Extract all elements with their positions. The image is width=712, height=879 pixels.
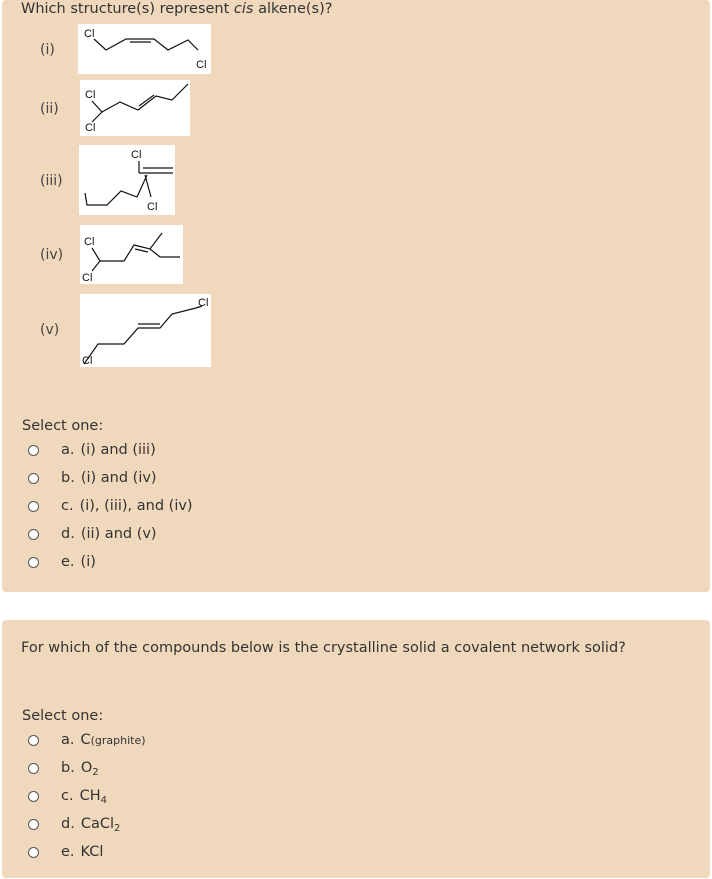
answer-option-c[interactable]: c. (i), (iii), and (iv) [28,496,193,516]
radio-button[interactable] [28,473,39,484]
question-1-card [2,0,710,592]
radio-button[interactable] [28,529,39,540]
select-one-label: Select one: [22,418,104,434]
answer-option-d[interactable]: d. (ii) and (v) [28,524,157,544]
svg-text:Cl: Cl [82,355,93,367]
structure-label-iv: (iv) [40,247,64,263]
svg-text:Cl: Cl [85,122,96,134]
svg-text:Cl: Cl [85,89,96,101]
question-2-text: For which of the compounds below is the crystalline solid a covalent network solid? [21,640,626,656]
structure-label-v: (v) [40,322,60,338]
question-1-text: Which structure(s) represent cis alkene(s)? [21,1,333,17]
structure-ii-image [80,80,190,136]
svg-text:Cl: Cl [196,59,207,71]
select-one-label: Select one: [22,708,104,724]
answer-option-e[interactable]: e. KCl [28,842,103,862]
structure-label-i: (i) [40,42,55,58]
radio-button[interactable] [28,763,39,774]
svg-text:Cl: Cl [82,272,93,284]
radio-button[interactable] [28,557,39,568]
radio-button[interactable] [28,791,39,802]
structure-v-image [80,294,211,367]
svg-text:Cl: Cl [84,236,95,248]
radio-button[interactable] [28,819,39,830]
structure-iii-image [79,145,175,215]
structure-label-iii: (iii) [40,173,63,189]
svg-text:Cl: Cl [131,149,142,161]
structure-label-ii: (ii) [40,101,59,117]
radio-button[interactable] [28,501,39,512]
radio-button[interactable] [28,735,39,746]
question-2-card [2,620,710,878]
svg-text:Cl: Cl [147,201,158,213]
svg-text:Cl: Cl [84,28,95,40]
answer-option-a[interactable]: a. (i) and (iii) [28,440,156,460]
answer-option-a[interactable]: a. C(graphite) [28,730,146,750]
answer-option-e[interactable]: e. (i) [28,552,96,572]
answer-option-b[interactable]: b. $O_2$ [28,758,99,778]
answer-option-c[interactable]: c. $CH_4$ [28,786,107,806]
radio-button[interactable] [28,445,39,456]
svg-text:Cl: Cl [198,297,209,309]
radio-button[interactable] [28,847,39,858]
answer-option-b[interactable]: b. (i) and (iv) [28,468,157,488]
structure-iv-image [80,225,183,284]
structure-i-image [78,24,211,74]
answer-option-d[interactable]: d. CaCl$_2$ [28,814,120,834]
